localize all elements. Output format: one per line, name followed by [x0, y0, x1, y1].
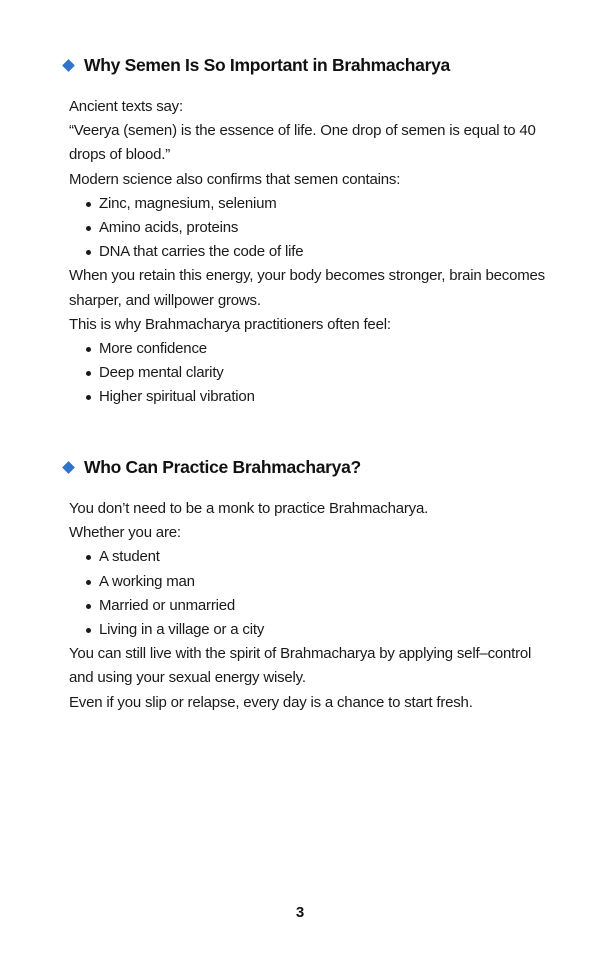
list-item: Zinc, magnesium, selenium: [69, 192, 549, 216]
list-item: A student: [69, 545, 549, 569]
section-heading-text: Who Can Practice Brahmacharya?: [84, 457, 361, 477]
paragraph: You don’t need to be a monk to practice Brahmacharya.: [69, 500, 429, 517]
diamond-bullet-icon: [62, 461, 75, 474]
paragraph: Modern science also confirms that semen contains:: [69, 170, 401, 188]
section-body-who: [69, 497, 549, 715]
list-item: A working man: [69, 570, 549, 594]
paragraph: You can still live with the spirit of Brahmacharya by applying self–control and using your sexual energy wisely.: [69, 645, 532, 687]
paragraph: Ancient texts say:: [69, 98, 183, 115]
section-heading-who: [62, 457, 361, 478]
bullet-list-contains: [69, 192, 549, 265]
section-heading-text: Why Semen Is So Important in Brahmacharya: [84, 55, 450, 75]
quote-paragraph: “Veerya (semen) is the essence of life. One drop of semen is equal to 40 drops of blood.”: [69, 122, 536, 164]
list-item: DNA that carries the code of life: [69, 240, 549, 264]
list-item: Married or unmarried: [69, 594, 549, 618]
list-item: Higher spiritual vibration: [69, 385, 549, 409]
paragraph: Whether you are:: [69, 524, 181, 542]
list-item: Deep mental clarity: [69, 361, 549, 385]
bullet-list-feel: [69, 337, 549, 410]
list-item: Amino acids, proteins: [69, 216, 549, 240]
bullet-list-types: [69, 545, 549, 642]
list-item: More confidence: [69, 337, 549, 361]
paragraph: Even if you slip or relapse, every day is a chance to start fresh.: [69, 693, 473, 711]
paragraph: When you retain this energy, your body becomes stronger, brain becomes sharper, and willpower grows.: [69, 267, 545, 309]
section-heading-semen: [62, 55, 450, 76]
list-item: Living in a village or a city: [69, 618, 549, 642]
diamond-bullet-icon: [62, 59, 75, 72]
paragraph: This is why Brahmacharya practitioners often feel:: [69, 315, 391, 333]
page-number: 3: [295, 904, 305, 921]
section-body-semen: [69, 95, 549, 410]
